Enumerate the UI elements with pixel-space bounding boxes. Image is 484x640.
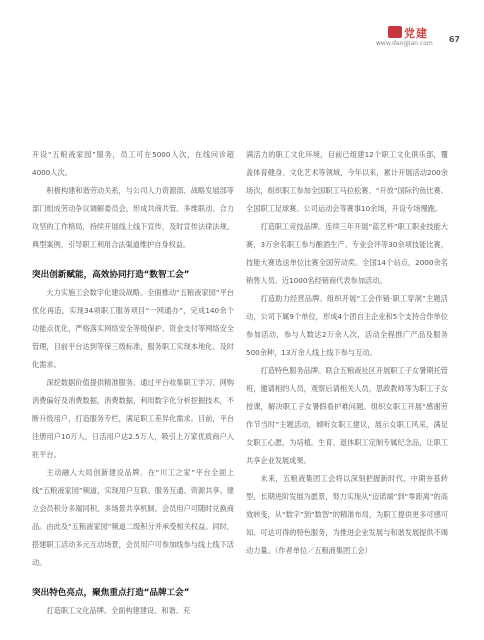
paragraph: 大力实施工会数字化建设战略。全面推动“五粮液家园”平台优化再造，实现34项职工服务项目“一网通办”，完成140余个功能点优化，严格落实网络安全等级保护、资金支付等网络安全管理，目前平台达到等保三级标准，服务职工实现本地化、及时化需求。	[32, 288, 234, 369]
paragraph: 打造特色服务品牌。联合五粮液社区开展职工子女暑期托管班，邀请相约人员，观察后请相关人员，思政教师等为职工子女授课，解决职工子女暑假看护难问题。组织女职工开展“感谢劳作节当时”主题活动，倾听女职工建议，展示女职工风采，满足女职工心愿，为培植。生育、退休职工定制专属纪念品，让职工共享企业发展成果。	[246, 366, 448, 465]
logo-mark-icon	[388, 26, 402, 38]
paragraph: 打造职工竞技品牌。连续三年开展“蓝艺杯”职工职业技能大赛，3万余名职工参与酿酒生产、专业会评等30余项技能比赛，技能大赛选送单位比赛全国劳动奖。全国14个站点，2000余名销售人员、近1000名经销商代表参加活动。	[246, 222, 448, 285]
paragraph: 深挖数据价值提供精准服务。通过平台收集职工学习、网购消费偏好及消费数据，消费数据，利用数字化分析挖掘技术，不断升级用户，打造服务专栏，满足职工差异化需求。目前，平台注册用户10万人，日活用户达2.5万人，吸引上万家优质商户入驻平台。	[32, 378, 234, 459]
paragraph: 打造职工文化品牌。全面构建建设、和谐、充	[46, 606, 191, 615]
paragraph: 积极构建和谐劳动关系，与公司人力资源部、战略发展部等部门组成劳动争议调解委员会，形成共商共管、多维联动、合力攻坚的工作格局，持续开展线上线下宣传，及时宣传法律法规、典型案例，引导职工利用合法渠道维护自身权益。	[32, 186, 234, 249]
paragraph: 开设“五粮液家园”服务，员工可在5000人次，在线问诊超4000人次。	[32, 150, 234, 177]
paragraph: 主动融入大局创新建设品牌。在“川工之家”平台全面上线“五粮液家园”频道，实现用户互联、服务互通、资源共享。建立会员积分多端同积、多场景共享机制。会员用户可随时兑换商品。由此及“五粮液家园”频道二级积分并承受相关权益。同时，搭建职工活动多元互动场景，会员用户可参加线参与线上线下活动。	[32, 468, 234, 567]
paragraph: 未来，五粮液集团工会将以深刻把握新时代、中期夯基转型，长期进阶发展为愿景，努力实现从“迈诺端”到“零距离”的高效转变，从“数字”到“数智”的精准布局，为职工提供更多可感可知、可达可得的特色服务，为推进企业发展与和谐发展提供不竭动力量。（作者单位／五粮液集团工会）	[246, 474, 448, 555]
paragraph: 满活力的职工文化环境，目前已组建12个职工文化俱乐部，覆盖体育健身、文化艺术等领域，今年以来，累计开展活动200余场次，组织职工参加全国职工马拉松赛、“开放”国际钓鱼比赛、全国职工足球赛、公司运动会等赛事10余场，开设专场慢跑。	[246, 150, 448, 213]
logo-text: 党建	[404, 27, 428, 40]
right-column	[246, 146, 448, 560]
left-column	[32, 146, 234, 620]
section-heading: 突出创新赋能，高效协同打造“数智工会”	[32, 270, 190, 280]
page-number: 67	[448, 35, 460, 44]
paragraph: 打造助力经营品牌。组织开展“工会伴销·职工穿洞”主题活动，公司下属9个单位，形成4个团自主企业和5个支持合作单位参加活动，参与人数达2万余人次，活动全程推广产品及服务500余种，13万余人线上线下参与互动。	[246, 294, 448, 357]
header-url: www.dangjian.com	[376, 40, 433, 47]
section-heading: 突出特色亮点，聚焦重点打造“品牌工会”	[32, 588, 190, 598]
